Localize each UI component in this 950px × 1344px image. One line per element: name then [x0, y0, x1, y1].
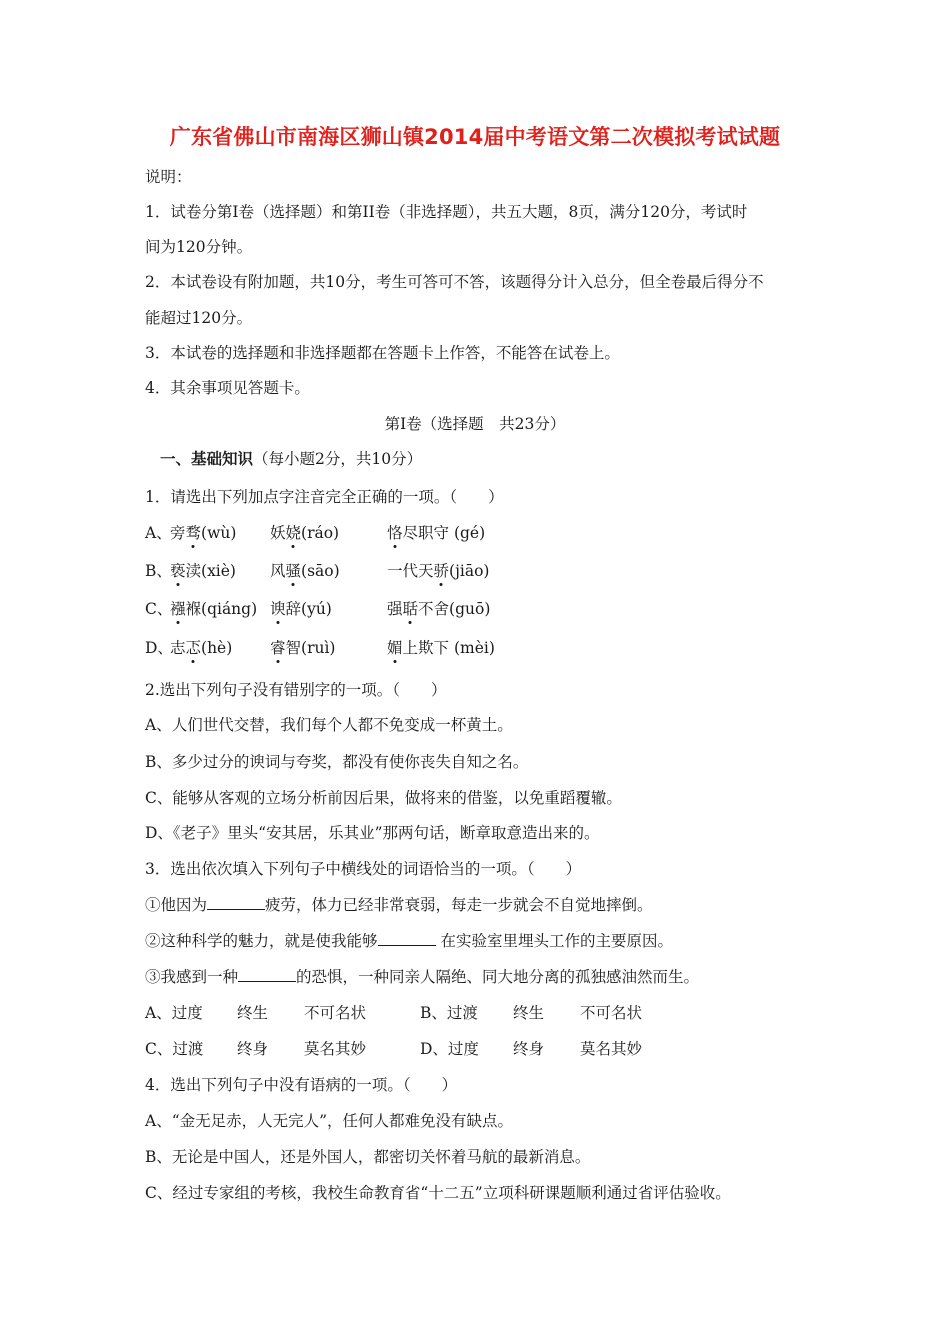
q1-option-label: A、	[145, 524, 172, 542]
q4-option: C、经过专家组的考核，我校生命教育省“十二五”立项科研课题顺利通过省评估验收。	[145, 1184, 731, 1202]
q1-option-word: 襁褓(qiáng)	[170, 597, 257, 619]
fill-blank	[378, 931, 436, 946]
q3-stem: 3．选出依次填入下列句子中横线处的词语恰当的一项。（ ）	[145, 860, 582, 878]
q1-option-label: B、	[145, 562, 172, 580]
part1-heading: 第Ⅰ卷（选择题 共23分）	[384, 415, 566, 433]
q3-choice: 莫名其妙	[304, 1040, 367, 1058]
q3-choice: 终身	[513, 1040, 545, 1058]
q2-option: D、《老子》里头“安其居，乐其业”那两句话，断章取意造出来的。	[145, 824, 600, 842]
note-line: 间为120分钟。	[145, 238, 253, 256]
q1-option-word: 一代天骄(jiāo)	[387, 559, 489, 581]
q3-choice: 终生	[237, 1004, 269, 1022]
note-line: 2．本试卷设有附加题，共10分，考生可答可不答，该题得分计入总分，但全卷最后得分不	[145, 273, 764, 291]
q3-choice: 终生	[513, 1004, 545, 1022]
q1-stem: 1．请选出下列加点字注音完全正确的一项。（ ）	[145, 488, 504, 506]
note-line: 能超过120分。	[145, 309, 253, 327]
q1-option-label: C、	[145, 600, 173, 618]
q1-option-word: 恪尽职守 (gé)	[387, 521, 485, 543]
q1-option-word: 妖娆(ráo)	[270, 521, 339, 543]
q1-option-word: 媚上欺下 (mèi)	[387, 636, 495, 658]
q1-option-word: 强聒不舍(guō)	[387, 597, 490, 619]
q3-choice: 不可名状	[304, 1004, 367, 1022]
q1-option-word: 亵渎(xiè)	[170, 559, 236, 581]
page-title: 广东省佛山市南海区狮山镇2014届中考语文第二次模拟考试试题	[169, 125, 781, 149]
q3-choice: C、过渡	[145, 1040, 204, 1058]
q1-option-word: 志忑(hè)	[170, 636, 232, 658]
q3-choice: A、过度	[145, 1004, 203, 1022]
q2-option: A、人们世代交替，我们每个人都不免变成一杯黄土。	[145, 716, 513, 734]
fill-blank	[207, 895, 265, 910]
note-line: 1．试卷分第I卷（选择题）和第II卷（非选择题），共五大题，8页，满分120分，考试时	[145, 203, 748, 221]
q2-stem: 2.选出下列句子没有错别字的一项。（ ）	[145, 681, 447, 699]
q4-option: A、“金无足赤，人无完人”，任何人都难免没有缺点。	[145, 1112, 514, 1130]
q1-option-word: 谀辞(yú)	[270, 597, 332, 619]
q3-sentence: ①他因为 疲劳，体力已经非常衰弱，每走一步就会不自觉地摔倒。	[145, 896, 653, 914]
q2-option: B、多少过分的谀词与夸奖，都没有使你丧失自知之名。	[145, 753, 529, 771]
note-line: 3．本试卷的选择题和非选择题都在答题卡上作答，不能答在试卷上。	[145, 344, 620, 362]
q1-option-label: D、	[145, 639, 173, 657]
q3-sentence: ②这种科学的魅力，就是使我能够 在实验室里埋头工作的主要原因。	[145, 932, 673, 950]
q3-choice: D、过度	[420, 1040, 479, 1058]
q4-stem: 4．选出下列句子中没有语病的一项。（ ）	[145, 1076, 458, 1094]
q1-option-word: 风骚(sāo)	[270, 559, 340, 581]
q3-choice: 莫名其妙	[580, 1040, 643, 1058]
q1-option-word: 旁骛(wù)	[170, 521, 236, 543]
note-line: 4．其余事项见答题卡。	[145, 379, 310, 397]
section1-note: （每小题2分，共10分）	[253, 450, 423, 468]
q3-choice: B、过渡	[420, 1004, 478, 1022]
section1-title: 一、基础知识	[160, 449, 254, 468]
q3-choice: 终身	[237, 1040, 269, 1058]
fill-blank	[238, 967, 296, 982]
q3-choice: 不可名状	[580, 1004, 643, 1022]
q1-option-word: 睿智(ruì)	[270, 636, 335, 658]
q4-option: B、无论是中国人，还是外国人，都密切关怀着马航的最新消息。	[145, 1148, 591, 1166]
notes-heading: 说明：	[145, 168, 192, 186]
q2-option: C、能够从客观的立场分析前因后果，做将来的借鉴，以免重蹈覆辙。	[145, 789, 622, 807]
q3-sentence: ③我感到一种 的恐惧，一种同亲人隔绝、同大地分离的孤独感油然而生。	[145, 968, 700, 986]
section1-heading	[160, 447, 422, 469]
